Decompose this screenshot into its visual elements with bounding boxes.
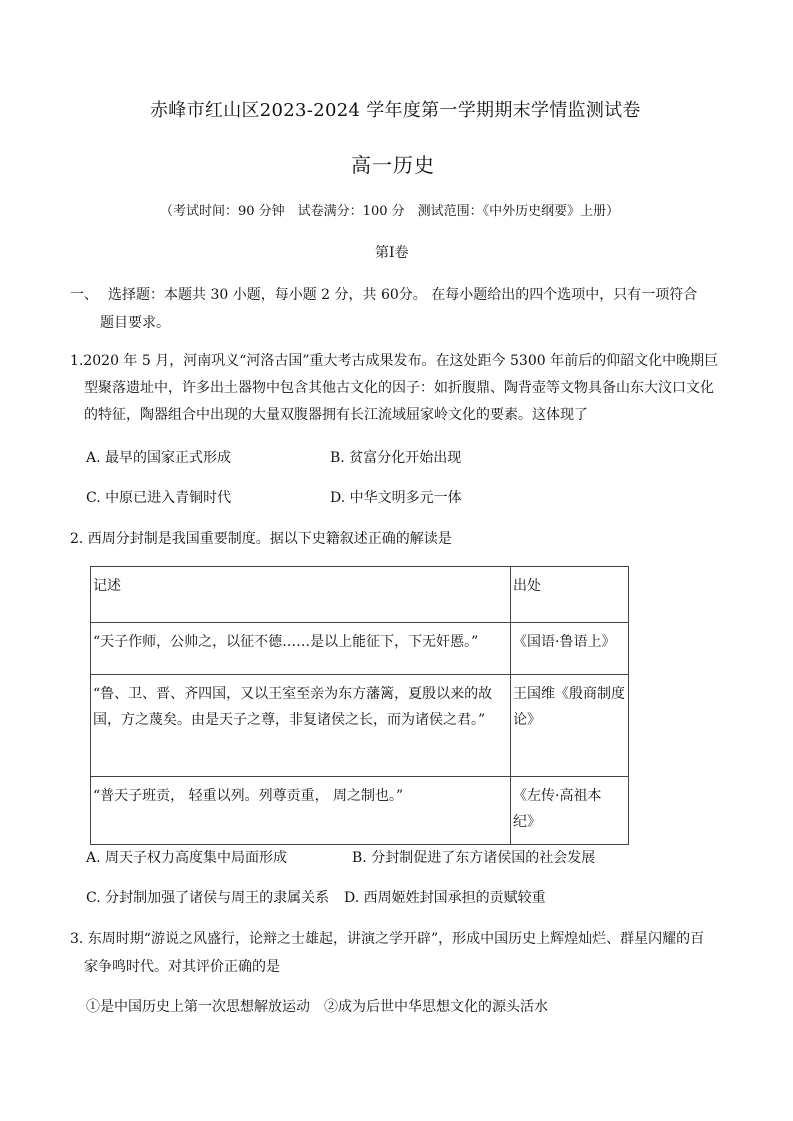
q2-option-a[interactable]: A. 周天子权力高度集中局面形成 (86, 850, 288, 866)
q1-option-a[interactable]: A. 最早的国家正式形成 (86, 450, 232, 466)
table-row (91, 623, 629, 675)
table-header-source: 出处 (511, 567, 629, 623)
exam-title: 赤峰市红山区2023-2024 学年度第一学期期末学情监测试卷 (150, 100, 641, 121)
q1-line2: 型聚落遗址中，许多出土器物中包含其他古文化的因子：如折腹鼎、陶背壶等文物具备山东大汶口文化 (84, 380, 714, 396)
q3-line1: 3. 东周时期“游说之风盛行，论辩之士雄起，讲演之学开辟”，形成中国历史上辉煌灿烂、群星闪耀的百 (70, 931, 705, 947)
table-cell-source: 《国语·鲁语上》 (511, 623, 629, 675)
exam-info: （考试时间：90 分钟 试卷满分：100 分 测试范围：《中外历史纲要》上册） (160, 204, 620, 219)
q2-option-d[interactable]: D. 西周姬姓封国承担的贡赋较重 (344, 890, 546, 906)
table-cell-record: “天子作师，公帅之，以征不德……是以上能征下，下无奸慝。” (91, 623, 511, 675)
q2-option-c[interactable]: C. 分封制加强了诸侯与周王的隶属关系 (86, 890, 330, 906)
section-instructions-line2: 题目要求。 (100, 315, 170, 331)
table-cell-source: 《左传·高祖本 纪》 (511, 777, 629, 845)
q1-option-b[interactable]: B. 贫富分化开始出现 (330, 450, 462, 466)
table-header-row (91, 567, 629, 623)
table-cell-record: “普天子班贡， 轻重以列。列尊贡重， 周之制也。” (91, 777, 511, 845)
table-row (91, 777, 629, 845)
q3-line2: 家争鸣时代。对其评价正确的是 (84, 959, 280, 975)
table-cell-record: “鲁、卫、晋、齐四国，又以王室至亲为东方藩篱，夏殷以来的故 国，方之蔑矣。由是天子之尊，非复诸侯之长，而为诸侯之君。” (91, 675, 511, 777)
source-table (90, 566, 629, 845)
subject-title: 高一历史 (351, 153, 435, 177)
q1-line1: 1.2020 年 5 月，河南巩义“河洛古国”重大考古成果发布。在这处距今 5300 年前后的仰韶文化中晚期巨 (70, 353, 719, 369)
q1-option-d[interactable]: D. 中华文明多元一体 (330, 490, 462, 506)
q1-option-c[interactable]: C. 中原已进入青铜时代 (86, 490, 232, 506)
section-number: 一、 (70, 287, 98, 303)
table-header-record: 记述 (91, 567, 511, 623)
volume-label: 第Ⅰ卷 (375, 245, 409, 261)
table-cell-source: 王国维《殷商制度 论》 (511, 675, 629, 777)
table-row (91, 675, 629, 777)
q1-line3: 的特征，陶器组合中出现的大量双腹器拥有长江流域屈家岭文化的要素。这体现了 (84, 407, 588, 423)
q3-items: ①是中国历史上第一次思想解放运动 ②成为后世中华思想文化的源头活水 (86, 999, 548, 1015)
section-instructions-line1: 选择题：本题共 30 小题，每小题 2 分，共 60分。 在每小题给出的四个选项中，只有一项符合 (108, 287, 698, 303)
q2-stem: 2. 西周分封制是我国重要制度。据以下史籍叙述正确的解读是 (70, 531, 452, 547)
q2-option-b[interactable]: B. 分封制促进了东方诸侯国的社会发展 (352, 850, 596, 866)
